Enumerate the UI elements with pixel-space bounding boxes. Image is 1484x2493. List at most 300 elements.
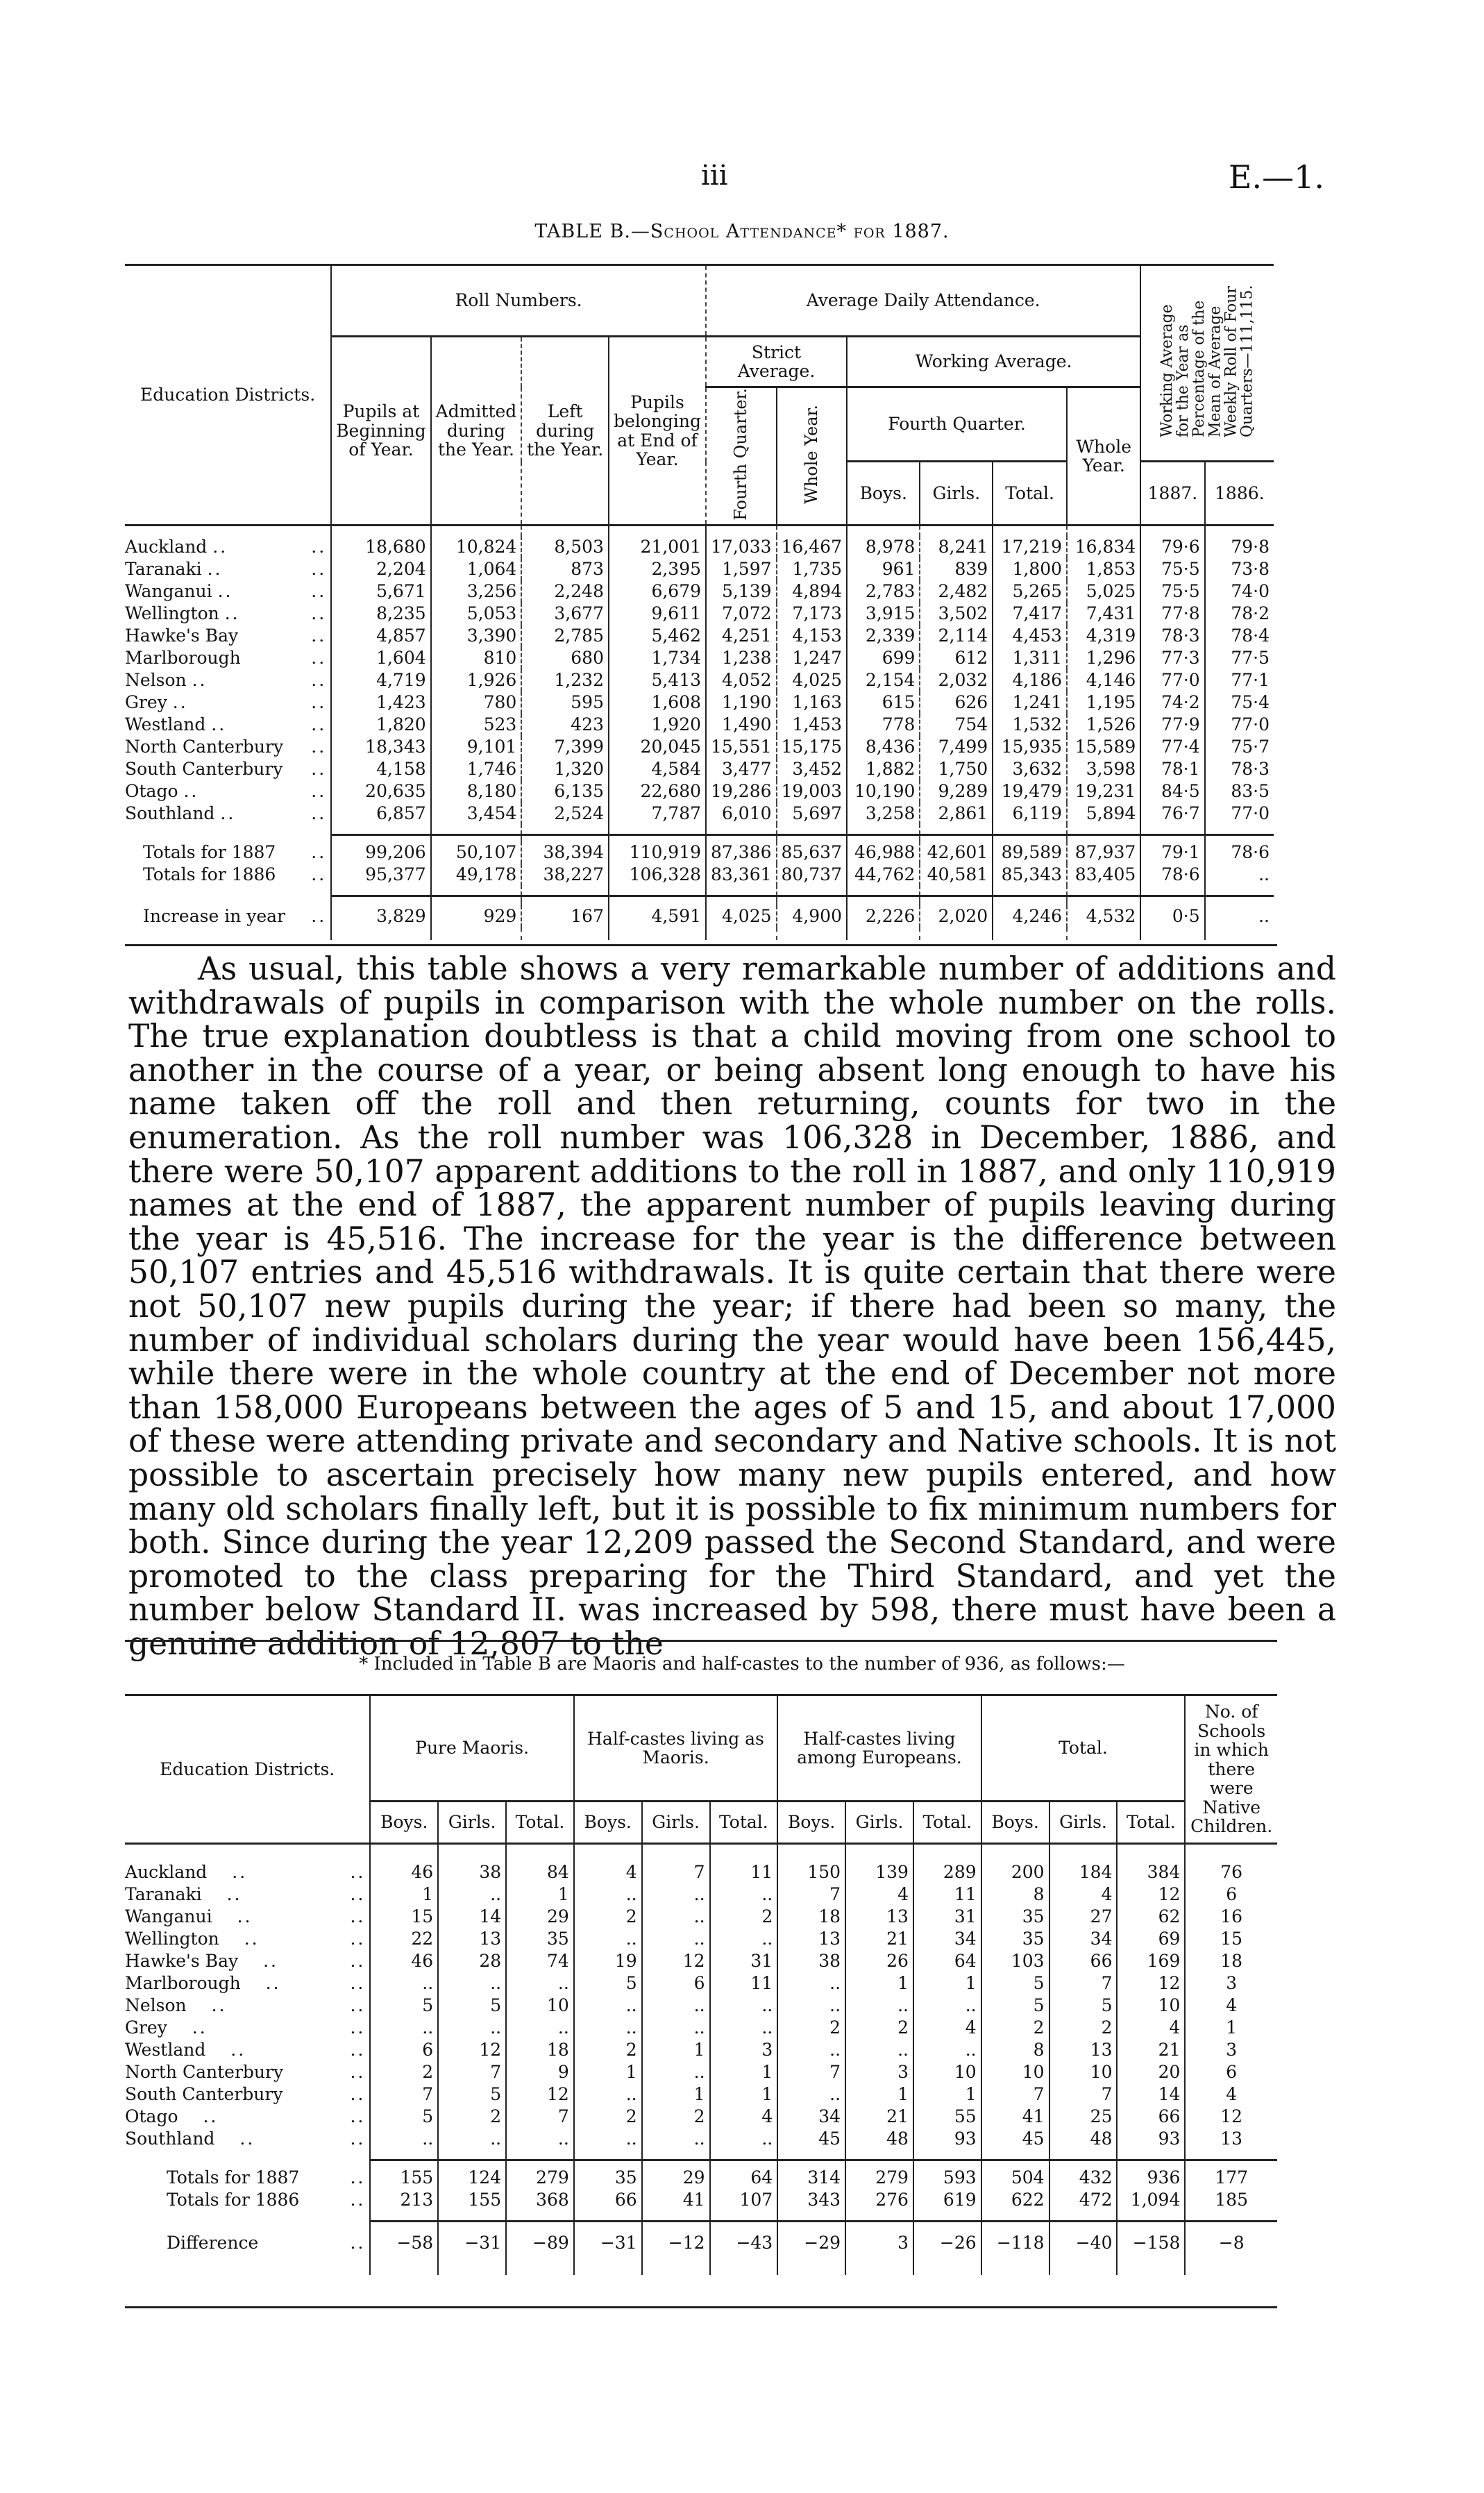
cell: 78·2 xyxy=(1205,603,1274,625)
cell: 4,146 xyxy=(1067,669,1140,691)
cell: 2,248 xyxy=(521,580,609,603)
col-header-percentage: Working Average for the Year as Percentage of the Mean of Average Weekly Roll of Four Quarters—111,115. xyxy=(1140,265,1274,462)
leader-dots: .. xyxy=(350,2084,366,2104)
cell: −58 xyxy=(370,2232,438,2254)
cell: 34 xyxy=(1049,1928,1118,1950)
cell: 6 xyxy=(1185,2061,1277,2083)
cell: 20,045 xyxy=(609,736,706,758)
cell: 84 xyxy=(506,1861,574,1883)
cell: 4,251 xyxy=(706,625,776,647)
leader-dots: .. xyxy=(350,1995,366,2015)
cell: 13 xyxy=(777,1928,845,1950)
cell: 2,861 xyxy=(920,803,993,825)
table-row xyxy=(125,803,1274,825)
cell: 7,417 xyxy=(993,603,1067,625)
cell: 89,589 xyxy=(993,841,1067,864)
cell: 79·8 xyxy=(1205,536,1274,558)
row-label: Hawke's Bay .. .. xyxy=(125,1951,366,1971)
leader-dots: .. xyxy=(350,2062,366,2082)
cell: 48 xyxy=(1049,2128,1118,2150)
cell: 44,762 xyxy=(847,864,920,886)
cell: .. xyxy=(438,1972,506,1995)
cell: 5,894 xyxy=(1067,803,1140,825)
cell: 10 xyxy=(506,1995,574,2017)
col-header-working-average: Working Average. xyxy=(847,337,1140,387)
cell: 5,265 xyxy=(993,580,1067,603)
cell: 6,857 xyxy=(331,803,430,825)
cell: .. xyxy=(642,1995,710,2017)
cell: 5,697 xyxy=(777,803,847,825)
cell: 76 xyxy=(1185,1861,1277,1883)
cell: .. xyxy=(642,1928,710,1950)
cell: 4 xyxy=(574,1861,642,1883)
table-row xyxy=(125,669,1274,691)
cell: 4,894 xyxy=(777,580,847,603)
cell: .. xyxy=(913,2039,981,2061)
cell: 73·8 xyxy=(1205,558,1274,580)
totals-row xyxy=(125,2167,1277,2189)
col-header-admitted: Admitted during the Year. xyxy=(431,337,522,526)
cell: 4,319 xyxy=(1067,625,1140,647)
cell: 15 xyxy=(1185,1928,1277,1950)
cell: 2 xyxy=(1049,2017,1118,2039)
cell: 83·5 xyxy=(1205,780,1274,803)
col-header-boys: Boys. xyxy=(981,1802,1049,1844)
cell: 1,163 xyxy=(777,691,847,714)
leader-dots: .. xyxy=(192,670,208,691)
cell: 1,734 xyxy=(609,647,706,669)
cell: 107 xyxy=(710,2189,778,2211)
cell: 289 xyxy=(913,1861,981,1883)
cell: 0·5 xyxy=(1140,905,1204,927)
leader-dots: .. xyxy=(192,2017,208,2038)
cell: 14 xyxy=(438,1906,506,1928)
table-row xyxy=(125,603,1274,625)
cell: 1,190 xyxy=(706,691,776,714)
cell: 5 xyxy=(370,2106,438,2128)
cell: 2 xyxy=(370,2061,438,2083)
table-row xyxy=(125,580,1274,603)
table-maori-bottom-rule xyxy=(125,2306,1277,2308)
cell: 78·6 xyxy=(1140,864,1204,886)
cell: 1,320 xyxy=(521,758,609,780)
col-header-girls: Girls. xyxy=(920,462,993,526)
col-header-boys: Boys. xyxy=(574,1802,642,1844)
cell: 4 xyxy=(1049,1883,1118,1906)
row-label: North Canterbury .. xyxy=(125,737,327,757)
cell: .. xyxy=(710,1928,778,1950)
cell: 22,680 xyxy=(609,780,706,803)
cell: 1,882 xyxy=(847,758,920,780)
cell: 29 xyxy=(506,1906,574,1928)
leader-dots: .. xyxy=(350,2233,366,2253)
table-row xyxy=(125,625,1274,647)
cell: 83,405 xyxy=(1067,864,1140,886)
leader-dots: .. xyxy=(311,581,327,602)
cell: .. xyxy=(370,1972,438,1995)
leader-dots: .. xyxy=(311,603,327,624)
table-row xyxy=(125,2083,1277,2106)
table-row xyxy=(125,1995,1277,2017)
cell: 1,920 xyxy=(609,714,706,736)
cell: 62 xyxy=(1117,1906,1185,1928)
cell: 87,937 xyxy=(1067,841,1140,864)
cell: 1 xyxy=(574,2061,642,2083)
col-header-halfcastes-among-europeans: Half-castes living among Europeans. xyxy=(777,1695,981,1802)
increase-row xyxy=(125,905,1274,927)
table-maori-attendance xyxy=(125,1694,1277,2275)
table-row xyxy=(125,1972,1277,1995)
spacer-row xyxy=(125,834,1274,841)
cell: 839 xyxy=(920,558,993,580)
cell: 2 xyxy=(710,1906,778,1928)
cell: 1 xyxy=(506,1883,574,1906)
cell: 2,482 xyxy=(920,580,993,603)
cell: 66 xyxy=(574,2189,642,2211)
table-row xyxy=(125,2061,1277,2083)
cell: 17,219 xyxy=(993,536,1067,558)
cell: 6,135 xyxy=(521,780,609,803)
cell: 18,343 xyxy=(331,736,430,758)
cell: 12 xyxy=(1117,1883,1185,1906)
cell: 77·4 xyxy=(1140,736,1204,758)
cell: 1 xyxy=(913,1972,981,1995)
cell: −40 xyxy=(1049,2232,1118,2254)
cell: 74 xyxy=(506,1950,574,1972)
cell: 11 xyxy=(710,1972,778,1995)
cell: 13 xyxy=(1185,2128,1277,2150)
leader-dots: .. xyxy=(311,626,327,646)
cell: 4,025 xyxy=(777,669,847,691)
cell: 1,532 xyxy=(993,714,1067,736)
leader-dots: .. xyxy=(172,692,188,713)
col-header-whole-year: Whole Year. xyxy=(1067,387,1140,526)
cell: 13 xyxy=(1049,2039,1118,2061)
cell: 76·7 xyxy=(1140,803,1204,825)
leader-dots: .. xyxy=(311,842,327,863)
cell: 961 xyxy=(847,558,920,580)
cell: 523 xyxy=(431,714,522,736)
row-label: Auckland .. .. xyxy=(125,1862,366,1882)
cell: 45 xyxy=(981,2128,1049,2150)
cell: 1 xyxy=(845,2083,913,2106)
cell: 29 xyxy=(642,2167,710,2189)
cell: 1,820 xyxy=(331,714,430,736)
cell: 45 xyxy=(777,2128,845,2150)
cell: .. xyxy=(574,1883,642,1906)
cell: 6,010 xyxy=(706,803,776,825)
col-header-district: Education Districts. xyxy=(125,1695,370,1844)
cell: 10 xyxy=(1049,2061,1118,2083)
cell: 103 xyxy=(981,1950,1049,1972)
cell: 21 xyxy=(845,1928,913,1950)
leader-dots: .. xyxy=(311,714,327,735)
cell: 1,311 xyxy=(993,647,1067,669)
cell: 64 xyxy=(710,2167,778,2189)
row-label: Westland .. .. xyxy=(125,714,327,735)
leader-dots: .. xyxy=(311,692,327,713)
leader-dots: .. xyxy=(350,1906,366,1927)
col-header-tot: Total. xyxy=(1117,1802,1185,1844)
cell: 4 xyxy=(710,2106,778,2128)
cell: 873 xyxy=(521,558,609,580)
cell: 41 xyxy=(981,2106,1049,2128)
col-header-girls: Girls. xyxy=(1049,1802,1118,1844)
row-label: Totals for 1887 .. xyxy=(167,2167,366,2188)
cell: 8,241 xyxy=(920,536,993,558)
cell: 77·0 xyxy=(1205,714,1274,736)
totals-row xyxy=(125,864,1274,886)
page-number: iii xyxy=(701,160,728,192)
cell: 2,395 xyxy=(609,558,706,580)
cell: 615 xyxy=(847,691,920,714)
cell: 1,735 xyxy=(777,558,847,580)
cell: 17,033 xyxy=(706,536,776,558)
cell: 1,296 xyxy=(1067,647,1140,669)
cell: 2,114 xyxy=(920,625,993,647)
cell: 1,926 xyxy=(431,669,522,691)
cell: 4,158 xyxy=(331,758,430,780)
leader-dots: .. xyxy=(350,2017,366,2038)
cell: 8 xyxy=(981,1883,1049,1906)
cell: 1 xyxy=(1185,2017,1277,2039)
leader-dots: .. xyxy=(350,1951,366,1971)
cell: 3 xyxy=(845,2061,913,2083)
col-header-tot: Total. xyxy=(913,1802,981,1844)
cell: .. xyxy=(574,2017,642,2039)
cell: .. xyxy=(1205,864,1274,886)
cell: 5 xyxy=(438,1995,506,2017)
cell: 7,431 xyxy=(1067,603,1140,625)
cell: 8,180 xyxy=(431,780,522,803)
cell: 75·5 xyxy=(1140,580,1204,603)
leader-dots: .. xyxy=(207,559,223,580)
cell: 155 xyxy=(370,2167,438,2189)
col-header-pupils-beginning: Pupils at Beginning of Year. xyxy=(331,337,430,526)
cell: 5,413 xyxy=(609,669,706,691)
cell: 26 xyxy=(845,1950,913,1972)
cell: 936 xyxy=(1117,2167,1185,2189)
cell: .. xyxy=(574,1928,642,1950)
col-header-halfcastes-as-maoris: Half-castes living as Maoris. xyxy=(574,1695,777,1802)
cell: 8 xyxy=(981,2039,1049,2061)
cell: 19,479 xyxy=(993,780,1067,803)
cell: 4,719 xyxy=(331,669,430,691)
cell: 78·3 xyxy=(1140,625,1204,647)
cell: 38,227 xyxy=(521,864,609,886)
cell: 2,226 xyxy=(847,905,920,927)
cell: 4,453 xyxy=(993,625,1067,647)
cell: 46 xyxy=(370,1950,438,1972)
cell: −8 xyxy=(1185,2232,1277,2254)
cell: .. xyxy=(506,2017,574,2039)
cell: 50,107 xyxy=(431,841,522,864)
cell: 4 xyxy=(1117,2017,1185,2039)
leader-dots: .. xyxy=(203,2106,219,2126)
cell: −31 xyxy=(574,2232,642,2254)
cell: 5,462 xyxy=(609,625,706,647)
table-b-title: TABLE B.—School Attendance* for 1887. xyxy=(534,221,950,242)
leader-dots: .. xyxy=(350,2129,366,2149)
cell: 200 xyxy=(981,1861,1049,1883)
row-label: Wanganui .. .. xyxy=(125,1906,366,1927)
cell: 38 xyxy=(438,1861,506,1883)
row-label: Marlborough .. .. xyxy=(125,1973,366,1993)
cell: 1,232 xyxy=(521,669,609,691)
cell: 1,238 xyxy=(706,647,776,669)
cell: 10 xyxy=(1117,1995,1185,2017)
cell: 75·7 xyxy=(1205,736,1274,758)
cell: −89 xyxy=(506,2232,574,2254)
leader-dots: .. xyxy=(220,803,236,824)
cell: 177 xyxy=(1185,2167,1277,2189)
cell: 1 xyxy=(845,1972,913,1995)
cell: 8,503 xyxy=(521,536,609,558)
cell: 2 xyxy=(574,2106,642,2128)
table-row xyxy=(125,1928,1277,1950)
cell: 4,900 xyxy=(777,905,847,927)
cell: 5,671 xyxy=(331,580,430,603)
leader-dots: .. xyxy=(263,1951,278,1971)
cell: 35 xyxy=(981,1906,1049,1928)
cell: .. xyxy=(777,2083,845,2106)
cell: 3,452 xyxy=(777,758,847,780)
col-header-tot: Total. xyxy=(506,1802,574,1844)
cell: 77·5 xyxy=(1205,647,1274,669)
cell: .. xyxy=(845,2039,913,2061)
cell: 2,783 xyxy=(847,580,920,603)
cell: 10,190 xyxy=(847,780,920,803)
cell: 83,361 xyxy=(706,864,776,886)
cell: 595 xyxy=(521,691,609,714)
cell: −12 xyxy=(642,2232,710,2254)
row-label: Otago .. .. xyxy=(125,781,327,802)
col-header-strict-average: Strict Average. xyxy=(706,337,847,387)
cell: 1,597 xyxy=(706,558,776,580)
row-label: Nelson .. .. xyxy=(125,1995,366,2015)
cell: 7,072 xyxy=(706,603,776,625)
cell: 4,532 xyxy=(1067,905,1140,927)
cell: 185 xyxy=(1185,2189,1277,2211)
cell: 169 xyxy=(1117,1950,1185,1972)
cell: 12 xyxy=(438,2039,506,2061)
row-label: Wellington .. .. xyxy=(125,1929,366,1949)
cell: −26 xyxy=(913,2232,981,2254)
table-row xyxy=(125,2106,1277,2128)
cell: 38 xyxy=(777,1950,845,1972)
col-header-fourth-quarter: Fourth Quarter. xyxy=(847,387,1067,462)
cell: 4,153 xyxy=(777,625,847,647)
cell: .. xyxy=(438,1883,506,1906)
cell: 2 xyxy=(777,2017,845,2039)
row-label: Wanganui .. .. xyxy=(125,581,327,602)
cell: 619 xyxy=(913,2189,981,2211)
cell: .. xyxy=(710,2017,778,2039)
cell: 5 xyxy=(574,1972,642,1995)
cell: 2 xyxy=(845,2017,913,2039)
cell: 7,399 xyxy=(521,736,609,758)
cell: 55 xyxy=(913,2106,981,2128)
cell: 85,343 xyxy=(993,864,1067,886)
table-row xyxy=(125,1906,1277,1928)
cell: 15,551 xyxy=(706,736,776,758)
leader-dots: .. xyxy=(311,737,327,757)
cell: 3,677 xyxy=(521,603,609,625)
cell: 31 xyxy=(710,1950,778,1972)
cell: 1,526 xyxy=(1067,714,1140,736)
cell: 5,025 xyxy=(1067,580,1140,603)
cell: 5,053 xyxy=(431,603,522,625)
spacer-row xyxy=(125,2150,1277,2160)
leader-dots: .. xyxy=(311,648,327,669)
table-row xyxy=(125,536,1274,558)
cell: 11 xyxy=(710,1861,778,1883)
cell: 7 xyxy=(1049,1972,1118,1995)
cell: .. xyxy=(777,1995,845,2017)
cell: 4,025 xyxy=(706,905,776,927)
leader-dots: .. xyxy=(311,906,327,927)
table-row xyxy=(125,714,1274,736)
cell: 423 xyxy=(521,714,609,736)
cell: 3,632 xyxy=(993,758,1067,780)
cell: 40,581 xyxy=(920,864,993,886)
cell: 9,289 xyxy=(920,780,993,803)
cell: 1,423 xyxy=(331,691,430,714)
table-row xyxy=(125,1950,1277,1972)
cell: 8,436 xyxy=(847,736,920,758)
cell: −29 xyxy=(777,2232,845,2254)
leader-dots: .. xyxy=(350,1862,366,1882)
col-header-girls: Girls. xyxy=(845,1802,913,1844)
cell: 472 xyxy=(1049,2189,1118,2211)
cell: 6 xyxy=(370,2039,438,2061)
cell: 3 xyxy=(1185,2039,1277,2061)
leader-dots: .. xyxy=(224,603,240,624)
spacer-row xyxy=(125,825,1274,834)
cell: 929 xyxy=(431,905,522,927)
cell: 2 xyxy=(574,2039,642,2061)
table-row xyxy=(125,647,1274,669)
cell: 77·8 xyxy=(1140,603,1204,625)
cell: 106,328 xyxy=(609,864,706,886)
cell: .. xyxy=(642,1883,710,1906)
cell: 810 xyxy=(431,647,522,669)
cell: 3,829 xyxy=(331,905,430,927)
cell: 77·1 xyxy=(1205,669,1274,691)
cell: 1 xyxy=(710,2083,778,2106)
cell: 35 xyxy=(981,1928,1049,1950)
cell: 12 xyxy=(642,1950,710,1972)
cell: 78·6 xyxy=(1205,841,1274,864)
cell: 77·3 xyxy=(1140,647,1204,669)
col-header-belonging-end: Pupils belonging at End of Year. xyxy=(609,337,706,526)
col-header-left: Left during the Year. xyxy=(521,337,609,526)
cell: 2,785 xyxy=(521,625,609,647)
leader-dots: .. xyxy=(212,537,228,557)
document-reference: E.—1. xyxy=(1228,158,1324,196)
cell: 1,853 xyxy=(1067,558,1140,580)
cell: 15,935 xyxy=(993,736,1067,758)
cell: 46,988 xyxy=(847,841,920,864)
cell: 49,178 xyxy=(431,864,522,886)
cell: 7,787 xyxy=(609,803,706,825)
cell: 3 xyxy=(710,2039,778,2061)
cell: 1,604 xyxy=(331,647,430,669)
row-label: Southland .. .. xyxy=(125,2129,366,2149)
difference-row xyxy=(125,2232,1277,2254)
row-label: Marlborough .. xyxy=(125,648,327,669)
spacer-row xyxy=(125,886,1274,896)
